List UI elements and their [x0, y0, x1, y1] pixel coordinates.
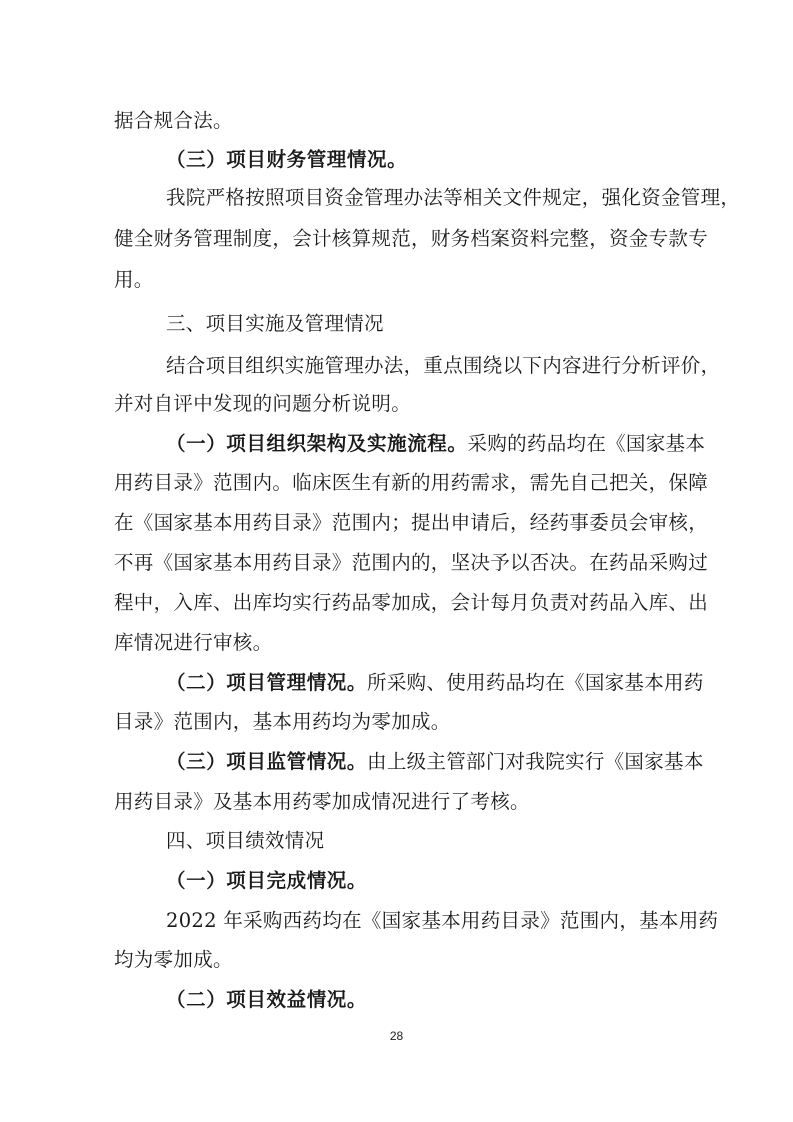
bold-heading-text: （一）项目完成情况。 — [166, 869, 368, 892]
page-number: 28 — [389, 1029, 404, 1043]
body-text-span: 目录》范围内，基本用药均为零加成。 — [114, 710, 451, 733]
body-text-span: 用。 — [114, 268, 154, 291]
body-text-span: 采购的药品均在《国家基本 — [467, 432, 706, 455]
text-line — [0, 266, 793, 294]
text-line — [0, 310, 793, 338]
text-line — [0, 509, 793, 537]
text-line — [0, 907, 793, 935]
text-line — [0, 225, 793, 253]
text-line — [0, 788, 793, 816]
body-text-span: 健全财务管理制度，会计核算规范，财务档案资料完整，资金专款专 — [114, 227, 709, 250]
text-line — [0, 589, 793, 617]
text-line — [0, 986, 793, 1014]
bold-heading-text: （二）项目效益情况。 — [166, 988, 368, 1011]
text-line — [0, 184, 793, 212]
text-line — [0, 390, 793, 418]
text-line — [0, 107, 793, 135]
text-line — [0, 629, 793, 657]
body-text-span: 并对自评中发现的问题分析说明。 — [114, 392, 412, 415]
body-text-span: 所采购、使用药品均在《国家基本用药 — [367, 671, 704, 694]
body-text-span: 我院严格按照项目资金管理办法等相关文件规定，强化资金管理， — [166, 186, 741, 209]
text-line — [0, 146, 793, 174]
body-text-span: 据合规合法。 — [114, 109, 233, 132]
body-text-span: 用药目录》范围内。临床医生有新的用药需求，需先自己把关，保障 — [114, 471, 709, 494]
bold-heading-text: （三）项目财务管理情况。 — [166, 148, 408, 171]
body-text-span: 由上级主管部门对我院实行《国家基本 — [367, 750, 704, 773]
text-line — [0, 827, 793, 855]
text-line — [0, 352, 793, 380]
body-text-span: 用药目录》及基本用药零加成情况进行了考核。 — [114, 790, 530, 813]
text-line — [0, 430, 793, 458]
body-text-span: 结合项目组织实施管理办法，重点围绕以下内容进行分析评价， — [166, 354, 721, 377]
text-line — [0, 708, 793, 736]
body-text-span: 在《国家基本用药目录》范围内；提出申请后，经药事委员会审核， — [114, 511, 709, 534]
body-text-span: 程中，入库、出库均实行药品零加成，会计每月负责对药品入库、出 — [114, 591, 709, 614]
body-text-span: 三、项目实施及管理情况 — [166, 312, 384, 335]
text-line — [0, 748, 793, 776]
bold-heading-text: （三）项目监管情况。 — [166, 750, 368, 773]
body-text-span: 四、项目绩效情况 — [166, 829, 325, 852]
text-line — [0, 946, 793, 974]
body-text-span: 不再《国家基本用药目录》范围内的，坚决予以否决。在药品采购过 — [114, 551, 709, 574]
bold-heading-text: （一）项目组织架构及实施流程。 — [166, 432, 468, 455]
text-line — [0, 549, 793, 577]
text-line — [0, 669, 793, 697]
body-text-span: 2022 年采购西药均在《国家基本用药目录》范围内，基本用药 — [166, 909, 719, 932]
body-text-span: 库情况进行审核。 — [114, 631, 273, 654]
text-line — [0, 867, 793, 895]
body-text-span: 均为零加成。 — [114, 948, 233, 971]
text-line — [0, 469, 793, 497]
bold-heading-text: （二）项目管理情况。 — [166, 671, 368, 694]
